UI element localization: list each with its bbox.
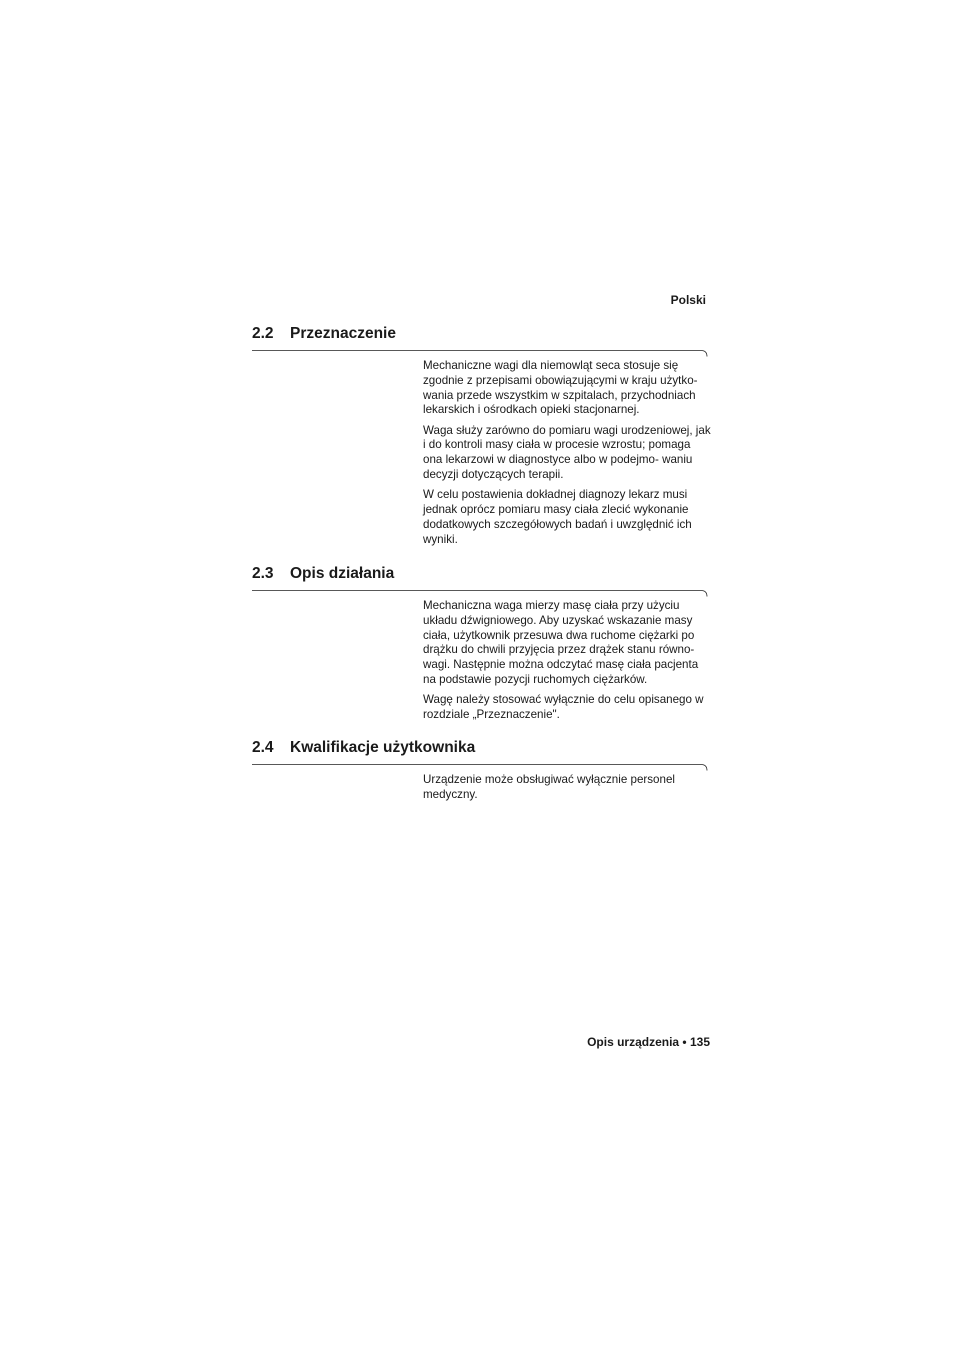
section-number: 2.3 [252,565,274,582]
paragraph: Wagę należy stosować wyłącznie do celu opisanego w rozdziale „Przeznaczenie". [423,693,704,722]
section-divider [252,587,708,595]
section-title: Kwalifikacje użytkownika [290,739,476,756]
section-purpose [252,323,711,553]
section-number: 2.2 [252,325,274,342]
paragraph: Waga służy zarówno do pomiaru wagi urodzeniowej, jak i do kontroli masy ciała w procesie wzrostu; pomaga ona lekarzowi w diagnostyce albo w podejmo- waniu decyzji dotyczących terapii. [423,423,711,482]
section-heading [252,563,708,585]
section-title: Opis działania [290,565,395,582]
section-user-qualifications [252,737,708,808]
section-heading [252,737,708,759]
section-body [423,773,711,803]
page-footer: Opis urządzenia • 135 [587,1035,710,1049]
section-divider [252,761,708,769]
section-title: Przeznaczenie [290,325,396,342]
section-number: 2.4 [252,739,274,756]
language-label: Polski [670,293,706,307]
section-body [423,359,711,548]
section-body [423,599,711,723]
section-divider [252,347,708,355]
paragraph: Mechaniczne wagi dla niemowląt seca stosuje się zgodnie z przepisami obowiązującymi w kraju użytko- wania przede wszystkim w szpitalach, przychodniach lekarskich i ośrodkach opieki stacjonarnej. [423,359,698,417]
paragraph: Urządzenie może obsługiwać wyłącznie personel medyczny. [423,773,675,801]
paragraph: W celu postawienia dokładnej diagnozy lekarz musi jednak oprócz pomiaru masy ciała zlecić wykonanie dodatkowych szczegółowych badań i uwzględnić ich wyniki. [423,488,692,546]
section-heading [252,323,708,345]
section-operation [252,563,708,728]
paragraph: Mechaniczna waga mierzy masę ciała przy użyciu układu dźwigniowego. Aby uzyskać wskazanie masy ciała, użytkownik przesuwa dwa ruchome ciężarki po drążku do chwili przyjęcia przez drążek stanu równo- wagi. Następnie można odczytać masę ciała pacjenta na podstawie pozycji ruchomych ciężarków. [423,599,699,686]
